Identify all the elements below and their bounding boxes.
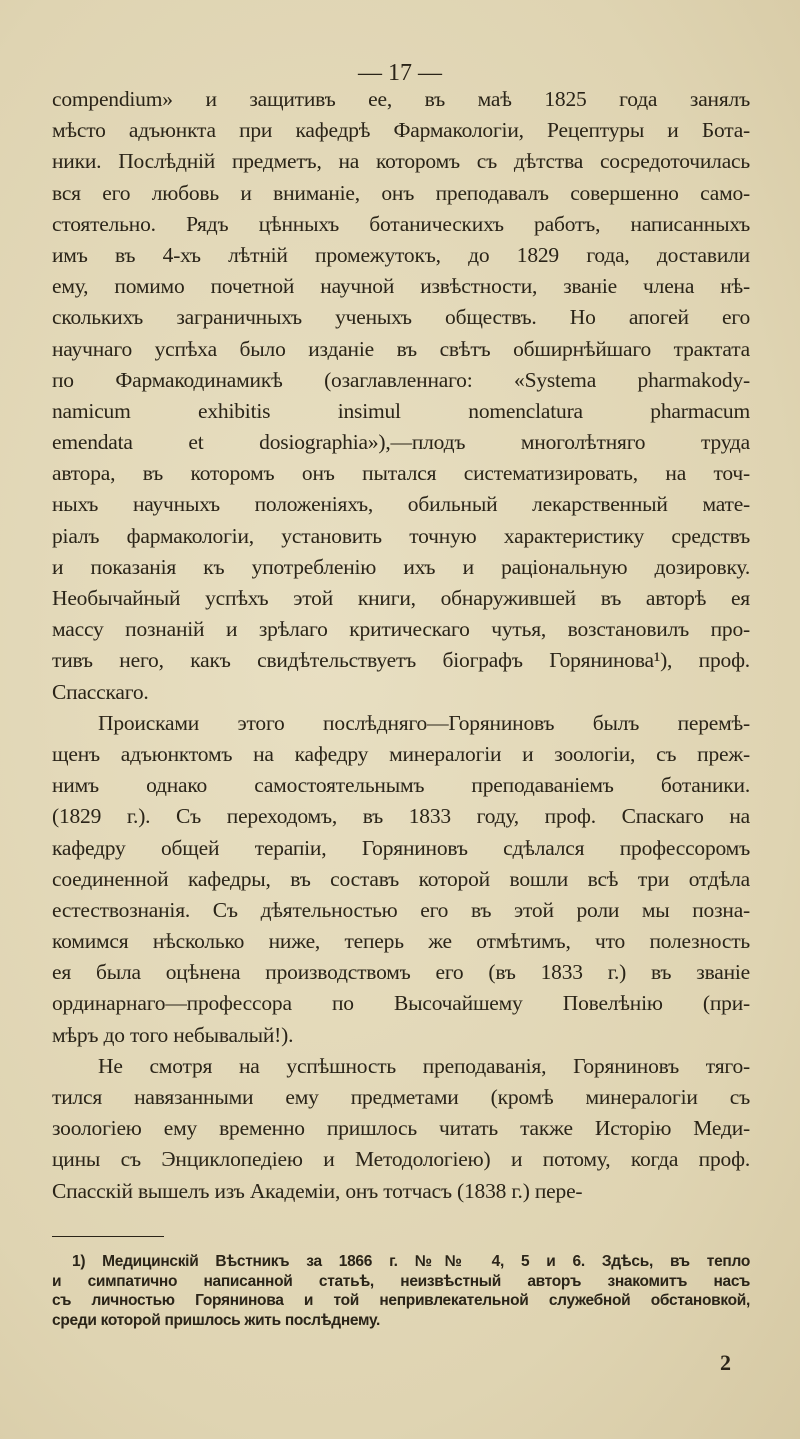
- text-line: вся его любовь и вниманіе, онъ преподавалъ совершенно само-: [52, 180, 750, 205]
- text-line: (1829 г.). Съ переходомъ, въ 1833 году, проф. Спаскаго на: [52, 804, 750, 829]
- text-line: ея была оцѣнена производствомъ его (въ 1833 г.) въ званіе: [52, 960, 750, 985]
- text-line: стоятельно. Рядъ цѣнныхъ ботаническихъ работъ, написанныхъ: [52, 211, 750, 236]
- footnote-line: и симпатично написанной статьѣ, неизвѣстный авторъ знакомитъ насъ: [52, 1272, 750, 1290]
- text-line: Спасскаго.: [52, 679, 149, 704]
- text-line: ему, помимо почетной научной извѣстности, званіе члена нѣ-: [52, 274, 750, 299]
- text-line: compendium» и защитивъ ее, въ маѣ 1825 года занялъ: [52, 87, 750, 111]
- footnote: [52, 1252, 750, 1330]
- text-line: цины съ Энциклопедіею и Методологіею) и потому, когда проф.: [52, 1147, 750, 1172]
- footnote-line: съ личностью Горянинова и той непривлекательной служебной обстановкой,: [52, 1292, 750, 1309]
- text-line: естествознанія. Съ дѣятельностью его въ этой роли мы позна-: [52, 897, 750, 922]
- footnote-line: 1) Медицинскій Вѣстникъ за 1866 г. №№ 4, 5 и 6. Здѣсь, въ тепло: [72, 1253, 750, 1270]
- text-line: щенъ адъюнктомъ на кафедру минералогіи и зоологіи, съ преж-: [52, 741, 750, 766]
- text-line: Происками этого послѣдняго—Горяниновъ былъ перемѣ-: [98, 710, 750, 735]
- text-line: ріалъ фармакологіи, установить точную характеристику средствъ: [52, 523, 750, 548]
- text-line: комимся нѣсколько ниже, теперь же отмѣтимъ, что полезность: [52, 929, 750, 954]
- text-line: зоологіею ему временно пришлось читать также Исторію Меди-: [52, 1116, 750, 1141]
- text-line: emendata et dosiographia»),—плодъ многолѣтняго труда: [52, 430, 750, 455]
- text-line: автора, въ которомъ онъ пытался систематизировать, на точ-: [52, 461, 750, 486]
- footnote-divider: [52, 1236, 164, 1237]
- text-line: нимъ однако самостоятельнымъ преподаваніемъ ботаники.: [52, 773, 750, 798]
- text-line: мѣръ до того небывалый!).: [52, 1022, 294, 1047]
- footnote-line: среди которой пришлось жить послѣднему.: [52, 1311, 380, 1329]
- text-line: и показанія къ употребленію ихъ и раціональную дозировку.: [52, 554, 750, 579]
- text-line: Необычайный успѣхъ этой книги, обнаружившей въ авторѣ ея: [52, 586, 750, 610]
- text-line: тивъ него, какъ свидѣтельствуетъ біографъ Горянинова¹), проф.: [52, 648, 750, 673]
- text-line: научнаго успѣха было изданіе въ свѣтъ обширнѣйшаго трактата: [52, 336, 750, 361]
- text-line: мѣсто адъюнкта при кафедрѣ Фармакологіи, Рецептуры и Бота-: [52, 118, 750, 143]
- text-line: Спасскій вышелъ изъ Академіи, онъ тотчасъ (1838 г.) пере-: [52, 1178, 583, 1203]
- text-line: кафедру общей терапіи, Горяниновъ сдѣлался профессоромъ: [52, 835, 750, 860]
- text-line: массу познаній и зрѣлаго критическаго чутья, возстановилъ про-: [52, 617, 750, 642]
- text-line: по Фармакодинамикѣ (озаглавленнаго: «Systema pharmakody-: [52, 367, 750, 392]
- text-line: имъ въ 4-хъ лѣтній промежутокъ, до 1829 года, доставили: [52, 242, 750, 267]
- page-number: — 17 —: [358, 60, 442, 86]
- main-text: [52, 84, 750, 1207]
- text-line: тился навязанными ему предметами (кромѣ минералогіи съ: [52, 1085, 750, 1109]
- text-line: соединенной кафедры, въ составъ которой вошли всѣ три отдѣла: [52, 866, 750, 891]
- text-line: namicum exhibitis insimul nomenclatura pharmacum: [52, 398, 750, 423]
- text-line: ординарнаго—профессора по Высочайшему Повелѣнію (при-: [52, 991, 750, 1016]
- signature-mark: 2: [720, 1350, 731, 1375]
- text-line: ники. Послѣдній предметъ, на которомъ съ дѣтства сосредоточилась: [52, 149, 750, 174]
- text-line: ныхъ научныхъ положеніяхъ, обильный лекарственный мате-: [52, 492, 750, 517]
- text-line: сколькихъ заграничныхъ ученыхъ обществъ. Но апогей его: [52, 305, 750, 330]
- text-line: Не смотря на успѣшность преподаванія, Горяниновъ тяго-: [98, 1053, 750, 1078]
